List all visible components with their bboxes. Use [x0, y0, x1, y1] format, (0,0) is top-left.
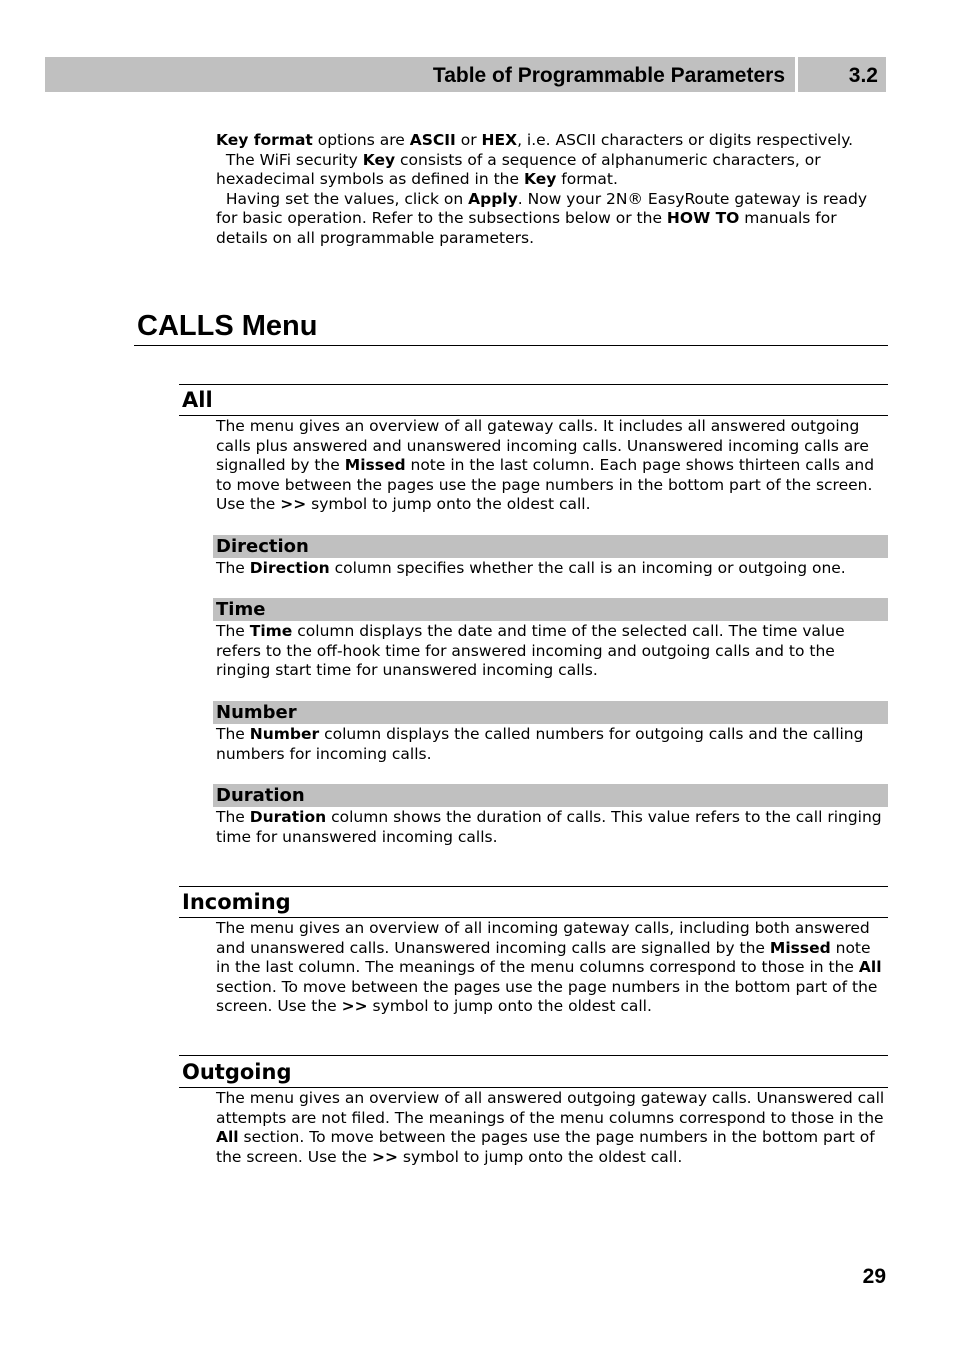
number-heading: Number [213, 701, 888, 724]
text-run: . Now your 2N® EasyRoute gateway is ready for basic operation. Refer to the subsections below or the [216, 189, 868, 228]
all-heading: All [182, 388, 213, 412]
text-run: section. To move between the pages use the page numbers in the bottom part of the screen. Use the [216, 1128, 875, 1166]
text-run: The [216, 559, 250, 577]
bold-term: HOW TO [666, 209, 740, 228]
text-run: column displays the called numbers for outgoing calls and the calling numbers for incoming calls. [216, 725, 864, 763]
text-run: symbol to jump onto the oldest call. [397, 1147, 683, 1166]
heading-rule [134, 345, 888, 346]
bold-term: Duration [249, 808, 327, 826]
text-run: manuals for details on all programmable parameters. [216, 209, 837, 247]
number-description [216, 725, 888, 764]
bold-term: All [858, 958, 882, 977]
text-run: The [216, 808, 250, 826]
text-run: format. [556, 170, 618, 189]
bold-term: HEX [481, 131, 518, 149]
text-run: The [216, 725, 250, 743]
text-run: The [216, 622, 250, 640]
time-heading: Time [213, 598, 888, 621]
text-run: consists of a sequence of alphanumeric characters, or hexadecimal symbols as defined in the [216, 150, 821, 189]
incoming-description [216, 919, 888, 1017]
bold-term: Direction [249, 559, 330, 577]
section-rule-bottom [179, 1087, 888, 1088]
text-run: column specifies whether the call is an incoming or outgoing one. [329, 559, 846, 577]
page-number: 29 [862, 1265, 886, 1288]
section-rule-top [179, 384, 888, 385]
outgoing-heading: Outgoing [182, 1060, 292, 1084]
outgoing-description [216, 1089, 888, 1167]
section-rule-bottom [179, 917, 888, 918]
intro-paragraph [216, 131, 888, 249]
text-run: options are [312, 131, 410, 149]
bold-term: ASCII [409, 131, 456, 149]
text-run: The menu gives an overview of all gateway calls. It includes all answered outgoing calls plus answered and unanswered incoming calls. Unanswered incoming calls are signalled by the [216, 417, 869, 475]
text-run: symbol to jump onto the oldest call. [367, 997, 652, 1016]
direction-description [216, 559, 888, 579]
direction-heading: Direction [213, 535, 888, 558]
bold-term: Time [249, 622, 293, 640]
text-run: note in the last column. Each page shows thirteen calls and to move between the pages use the page numbers in the bottom part of the screen. Use the [216, 456, 875, 514]
intro-line-apply [216, 190, 888, 249]
section-rule-bottom [179, 415, 888, 416]
bold-term: Key [523, 170, 557, 189]
text-run: or [455, 131, 482, 149]
incoming-heading: Incoming [182, 890, 291, 914]
bold-term: Missed [344, 456, 406, 475]
text-run: The menu gives an overview of all incoming gateway calls, including both answered and unanswered calls. Unanswered incoming calls are signalled by the [216, 919, 870, 957]
text-run: symbol to jump onto the oldest call. [306, 495, 591, 514]
duration-description [216, 808, 888, 847]
text-run: The WiFi security [216, 150, 363, 169]
bold-term: All [216, 1128, 239, 1147]
page-header-title: Table of Programmable Parameters [432, 64, 785, 87]
section-rule-top [179, 1055, 888, 1056]
text-run: column shows the duration of calls. This value refers to the call ringing time for unanswered incoming calls. [216, 808, 882, 846]
bold-term: >> [372, 1147, 398, 1166]
bold-term: Key [362, 150, 396, 169]
bold-term: Number [249, 725, 320, 743]
bold-term: Missed [769, 938, 831, 957]
bold-term: Apply [468, 189, 518, 208]
bold-term: >> [280, 495, 307, 514]
text-run: column displays the date and time of the selected call. The time value refers to the off-hook time for answered incoming and outgoing calls and to the ringing start time for unanswered incoming calls. [216, 622, 845, 680]
all-description [216, 417, 888, 515]
calls-menu-heading: CALLS Menu [137, 310, 318, 342]
duration-heading: Duration [213, 784, 888, 807]
time-description [216, 622, 888, 681]
text-run: The menu gives an overview of all answered outgoing gateway calls. Unanswered call attempts are not filed. The meanings of the menu columns correspond to those in the [216, 1089, 885, 1127]
intro-line-wifi-key [216, 151, 888, 190]
text-run: note in the last column. The meanings of the menu columns correspond to those in the [216, 938, 871, 977]
intro-line-key-format [216, 131, 888, 151]
bold-term: Key format [216, 131, 313, 149]
text-run: , i.e. ASCII characters or digits respectively. [517, 131, 854, 149]
text-run: Having set the values, click on [216, 189, 469, 208]
text-run: section. To move between the pages use the page numbers in the bottom part of the screen. Use the [216, 977, 878, 1016]
bold-term: >> [341, 997, 368, 1016]
section-number: 3.2 [848, 64, 878, 87]
